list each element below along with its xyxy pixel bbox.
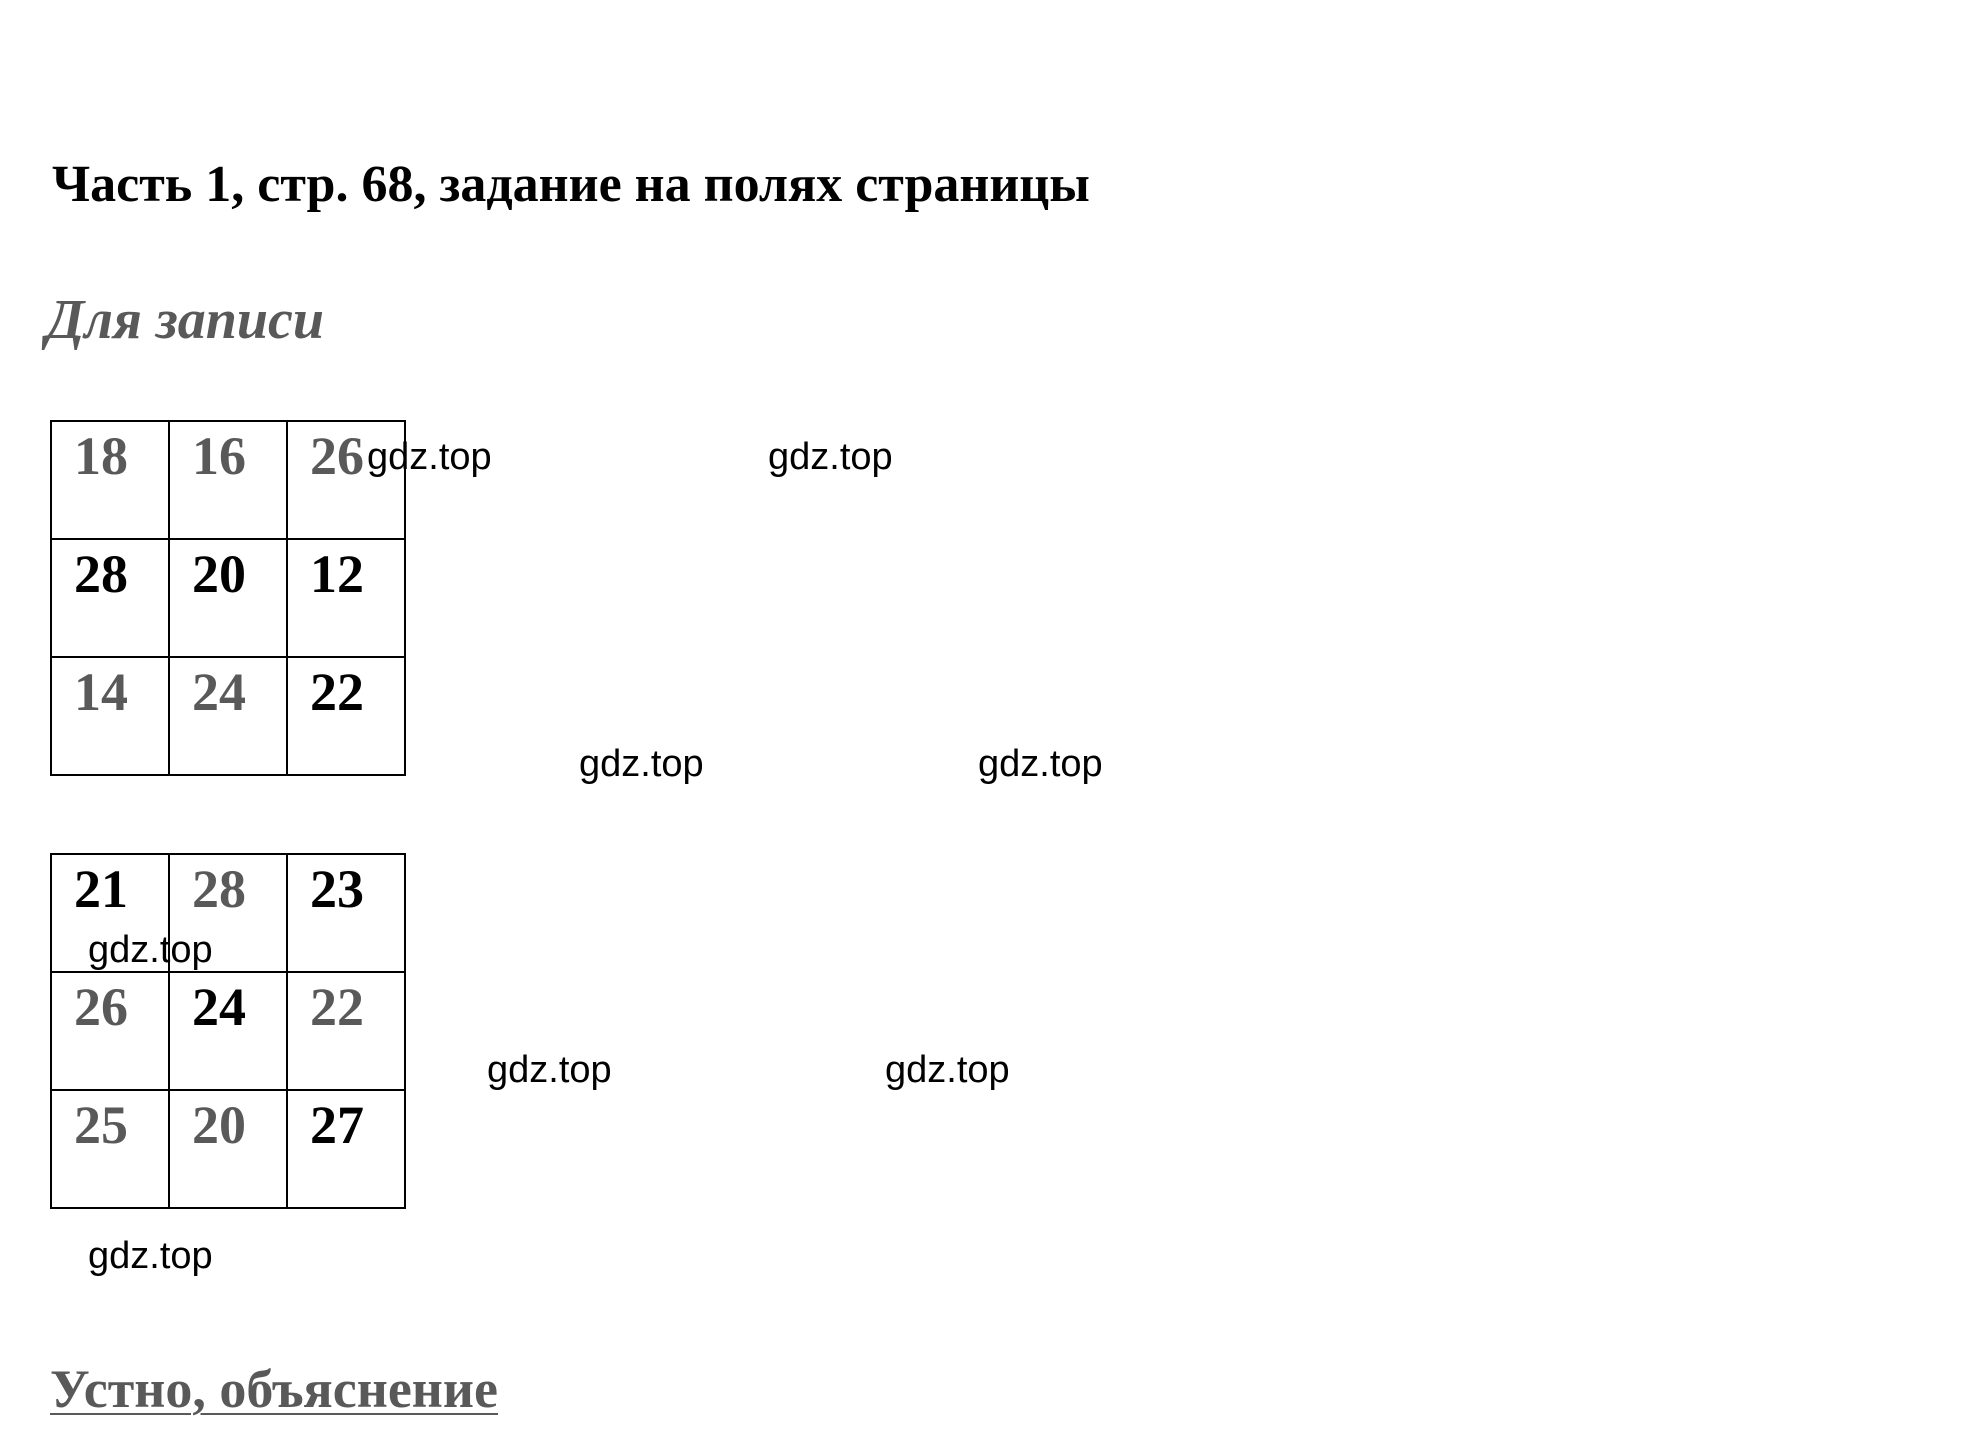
cell-value: 22	[310, 662, 364, 722]
cell-value: 14	[74, 662, 128, 722]
grid-cell	[169, 1090, 287, 1208]
number-grid-2	[50, 853, 406, 1209]
grid-cell	[51, 539, 169, 657]
grid-row	[51, 657, 405, 775]
page-title: Часть 1, стр. 68, задание на полях страницы	[52, 156, 1090, 213]
cell-value: 26	[310, 426, 364, 486]
section-heading: Для записи	[46, 289, 324, 351]
cell-value: 24	[192, 662, 246, 722]
grid-row	[51, 539, 405, 657]
cell-value: 25	[74, 1095, 128, 1155]
grid-cell	[169, 972, 287, 1090]
grid-cell	[169, 421, 287, 539]
grid-cell	[51, 421, 169, 539]
grid-row	[51, 421, 405, 539]
cell-value: 28	[74, 544, 128, 604]
cell-value: 20	[192, 544, 246, 604]
number-grid-1	[50, 420, 406, 776]
cell-value: 23	[310, 859, 364, 919]
cell-value: 16	[192, 426, 246, 486]
watermark: gdz.top	[367, 436, 492, 478]
cell-value: 21	[74, 859, 128, 919]
footer-heading: Устно, объяснение	[50, 1359, 499, 1419]
cell-value: 12	[310, 544, 364, 604]
grid-cell	[287, 972, 405, 1090]
watermark: gdz.top	[487, 1049, 612, 1091]
grid-row	[51, 1090, 405, 1208]
watermark: gdz.top	[885, 1049, 1010, 1091]
grid-cell	[51, 972, 169, 1090]
grid-cell	[287, 854, 405, 972]
grid-cell	[51, 1090, 169, 1208]
grid-cell	[287, 539, 405, 657]
watermark: gdz.top	[88, 929, 213, 971]
watermark: gdz.top	[579, 743, 704, 785]
cell-value: 22	[310, 977, 364, 1037]
grid-cell	[51, 657, 169, 775]
grid-row	[51, 972, 405, 1090]
watermark: gdz.top	[88, 1235, 213, 1277]
cell-value: 20	[192, 1095, 246, 1155]
watermark: gdz.top	[768, 436, 893, 478]
cell-value: 24	[192, 977, 246, 1037]
grid-cell	[169, 539, 287, 657]
cell-value: 28	[192, 859, 246, 919]
grid-cell	[287, 657, 405, 775]
cell-value: 26	[74, 977, 128, 1037]
grid-cell	[169, 657, 287, 775]
watermark: gdz.top	[978, 743, 1103, 785]
grid-cell	[287, 1090, 405, 1208]
cell-value: 27	[310, 1095, 364, 1155]
cell-value: 18	[74, 426, 128, 486]
